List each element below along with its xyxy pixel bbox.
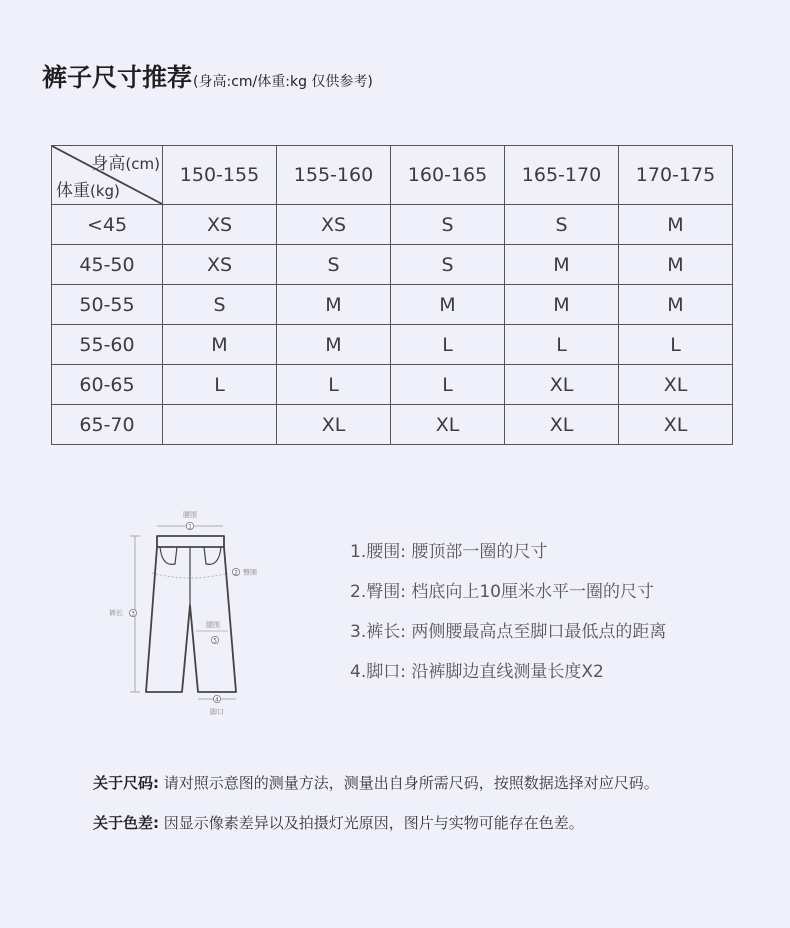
thigh-number: 5: [213, 637, 217, 645]
pants-outline: [146, 536, 236, 692]
size-cell: S: [391, 245, 505, 285]
size-cell: XS: [277, 205, 391, 245]
corner-height-unit: (cm): [125, 155, 160, 173]
length-label: 裤长: [109, 609, 123, 617]
size-cell: L: [505, 325, 619, 365]
size-cell: S: [163, 285, 277, 325]
table-row: [52, 365, 733, 405]
column-header: 170-175: [619, 146, 733, 205]
size-cell: M: [163, 325, 277, 365]
title-main: 裤子尺寸推荐: [42, 63, 193, 92]
size-cell: M: [391, 285, 505, 325]
table-row: [52, 205, 733, 245]
size-cell: M: [277, 285, 391, 325]
length-number: 3: [131, 610, 135, 618]
size-cell: XL: [505, 405, 619, 445]
thigh-label: 腿围: [206, 621, 220, 629]
corner-height-text: 身高: [91, 154, 126, 174]
size-cell: L: [619, 325, 733, 365]
measurement-item: 1.腰围: 腰顶部一圈的尺寸: [350, 542, 548, 562]
table-row: [52, 405, 733, 445]
hem-number: 4: [215, 696, 219, 704]
size-cell: L: [163, 365, 277, 405]
size-cell: M: [619, 285, 733, 325]
note-text: 请对照示意图的测量方法，测量出自身所需尺码，按照数据选择对应尺码。: [159, 774, 659, 792]
hip-number: 2: [234, 569, 238, 577]
row-header-weight: 65-70: [52, 405, 163, 445]
column-header: 160-165: [391, 146, 505, 205]
pants-illustration: [100, 505, 280, 725]
hip-label: 臀围: [243, 568, 257, 577]
corner-weight-label: [56, 176, 120, 201]
size-table: [51, 145, 733, 445]
table-row: [52, 285, 733, 325]
size-cell: XS: [163, 245, 277, 285]
size-cell: L: [391, 325, 505, 365]
row-header-weight: 60-65: [52, 365, 163, 405]
size-cell: S: [277, 245, 391, 285]
measurement-item: 3.裤长: 两侧腰最高点至脚口最低点的距离: [350, 622, 667, 642]
size-cell: [163, 405, 277, 445]
hem-label: 脚口: [210, 708, 224, 716]
size-cell: XL: [619, 365, 733, 405]
size-cell: M: [505, 285, 619, 325]
corner-height-label: [91, 149, 160, 174]
pants-diagram: [100, 505, 280, 725]
title-subtitle: (身高:cm/体重:kg 仅供参考): [193, 74, 373, 90]
row-header-weight: 45-50: [52, 245, 163, 285]
measurement-item: 4.脚口: 沿裤脚边直线测量长度X2: [350, 662, 604, 682]
page-title: [42, 58, 373, 94]
size-cell: L: [391, 365, 505, 405]
size-cell: XL: [619, 405, 733, 445]
corner-weight-unit: (kg): [90, 182, 120, 200]
waist-label: 腰围: [183, 511, 197, 519]
notes-section: [93, 770, 659, 850]
size-cell: M: [505, 245, 619, 285]
size-cell: S: [505, 205, 619, 245]
size-cell: S: [391, 205, 505, 245]
size-cell: M: [619, 245, 733, 285]
table-row: [52, 245, 733, 285]
table-row: [52, 325, 733, 365]
size-cell: XL: [391, 405, 505, 445]
note-text: 因显示像素差异以及拍摄灯光原因，图片与实物可能存在色差。: [159, 814, 584, 832]
measurement-item: 2.臀围: 档底向上10厘米水平一圈的尺寸: [350, 582, 654, 602]
size-cell: XS: [163, 205, 277, 245]
waist-number: 1: [188, 523, 192, 531]
note-color: [93, 810, 659, 850]
table-header-row: [52, 146, 733, 205]
note-size: [93, 770, 659, 810]
measurement-list: [350, 540, 666, 700]
size-cell: M: [277, 325, 391, 365]
corner-cell: [52, 146, 163, 205]
note-label: 关于尺码:: [93, 774, 159, 792]
column-header: 150-155: [163, 146, 277, 205]
size-cell: XL: [505, 365, 619, 405]
column-header: 165-170: [505, 146, 619, 205]
size-cell: L: [277, 365, 391, 405]
note-label: 关于色差:: [93, 814, 159, 832]
corner-weight-text: 体重: [56, 181, 90, 201]
row-header-weight: 55-60: [52, 325, 163, 365]
size-cell: XL: [277, 405, 391, 445]
size-cell: M: [619, 205, 733, 245]
row-header-weight: <45: [52, 205, 163, 245]
row-header-weight: 50-55: [52, 285, 163, 325]
column-header: 155-160: [277, 146, 391, 205]
